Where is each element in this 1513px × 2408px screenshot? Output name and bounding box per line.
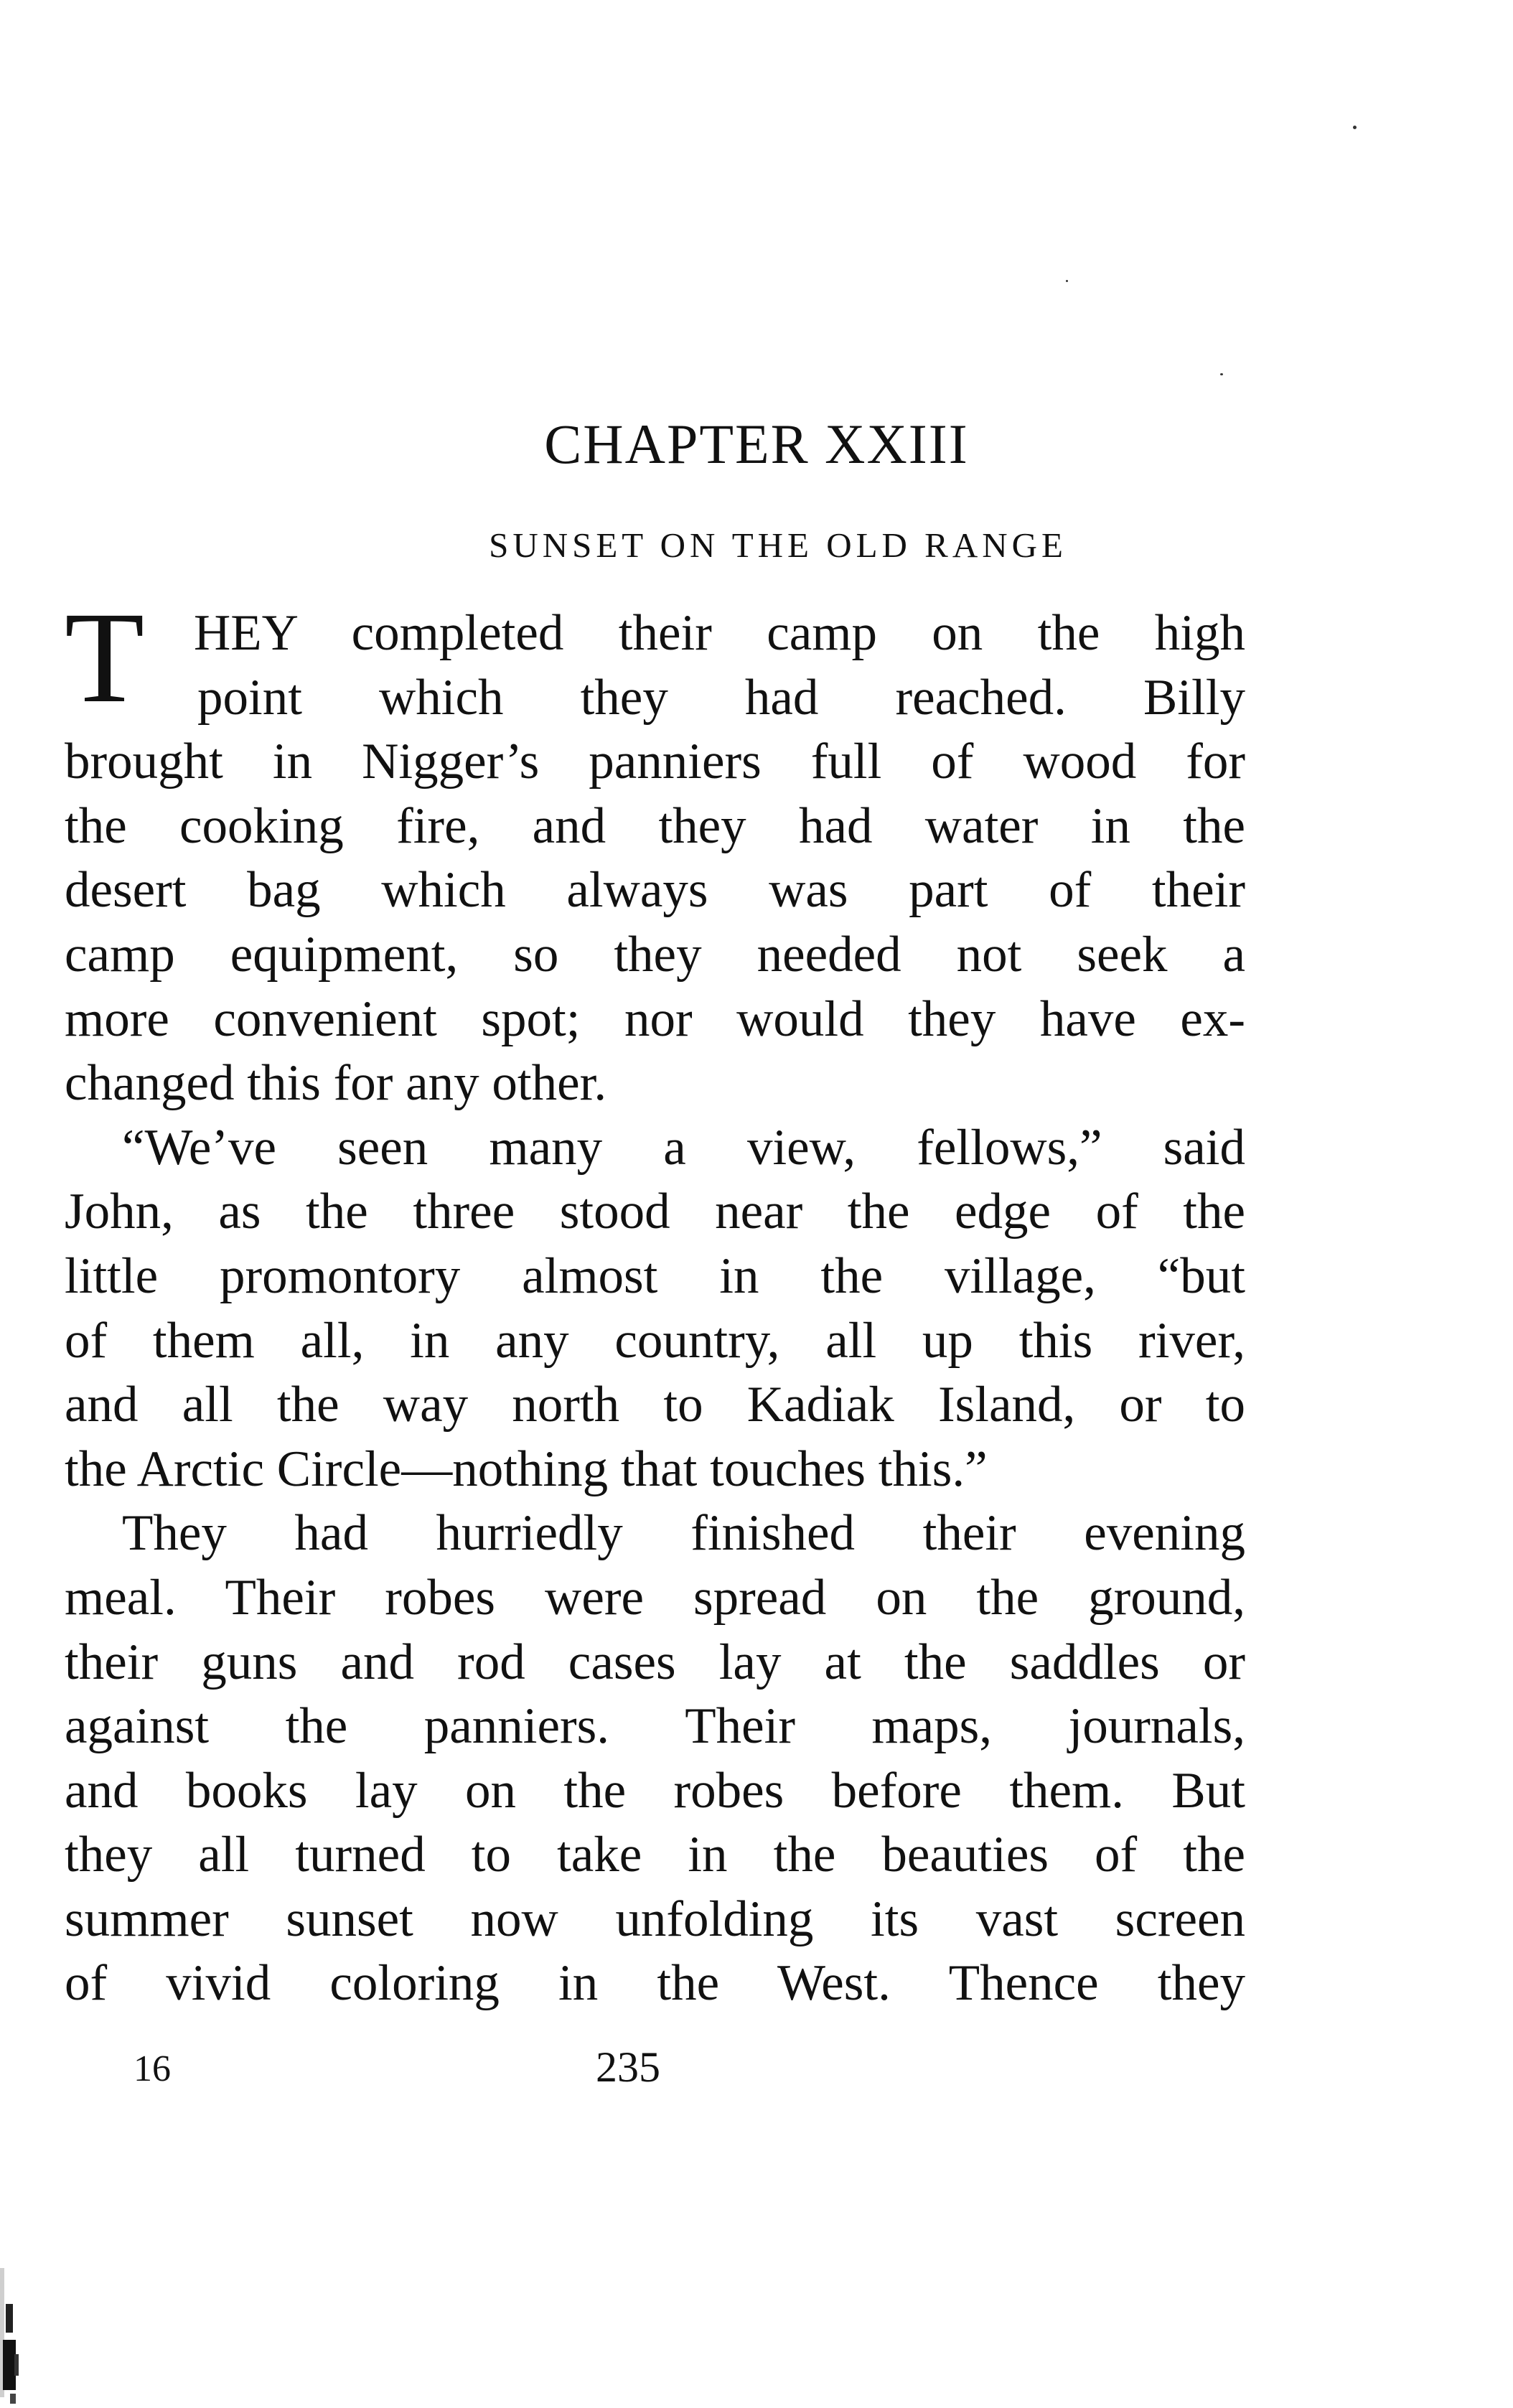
text-line: desert bag which always was part of their — [65, 862, 1245, 919]
text-line: HEY completed their camp on the high — [194, 605, 1245, 661]
text-line: “We’ve seen many a view, fellows,” said — [122, 1119, 1245, 1176]
text-line: more convenient spot; nor would they have ex- — [65, 990, 1245, 1047]
text-line: of them all, in any country, all up this river, — [65, 1312, 1245, 1369]
text-line: and all the way north to Kadiak Island, or to — [65, 1377, 1245, 1433]
text-line: their guns and rod cases lay at the saddles or — [65, 1634, 1245, 1690]
signature-mark: 16 — [134, 2048, 171, 2089]
text-line: little promontory almost in the village, “but — [65, 1247, 1245, 1304]
page-number: 235 — [596, 2043, 660, 2091]
opening-paragraph — [65, 586, 1245, 1116]
scan-edge-noise — [0, 2261, 29, 2408]
text-line: the cooking fire, and they had water in the — [65, 797, 1245, 854]
text-line: brought in Nigger’s panniers full of wood for — [65, 734, 1245, 790]
text-line: summer sunset now unfolding its vast screen — [65, 1891, 1245, 1947]
text-line: of vivid coloring in the West. Thence they — [65, 1955, 1245, 2012]
text-line: and books lay on the robes before them. But — [65, 1762, 1245, 1819]
text-line: meal. Their robes were spread on the ground, — [65, 1569, 1245, 1626]
chapter-title: CHAPTER XXIII — [544, 413, 969, 475]
paragraph — [65, 1116, 1245, 1502]
text-line: They had hurriedly finished their evening — [122, 1505, 1245, 1562]
paragraph — [65, 1502, 1245, 2016]
text-line: point which they had reached. Billy — [197, 669, 1245, 726]
chapter-subtitle: SUNSET ON THE OLD RANGE — [489, 525, 1067, 565]
text-line: camp equipment, so they needed not seek a — [65, 926, 1245, 983]
text-line: changed this for any other. — [65, 1055, 607, 1112]
chapter-body — [65, 586, 1245, 2016]
text-line: John, as the three stood near the edge of the — [65, 1184, 1245, 1240]
scan-speck — [1220, 373, 1223, 375]
scan-speck — [1353, 126, 1357, 129]
text-line: against the panniers. Their maps, journals, — [65, 1698, 1245, 1755]
text-line: they all turned to take in the beauties of the — [65, 1827, 1245, 1883]
text-line: the Arctic Circle—nothing that touches this.” — [65, 1440, 988, 1497]
drop-cap: T — [65, 586, 145, 730]
scan-speck — [1066, 280, 1068, 282]
